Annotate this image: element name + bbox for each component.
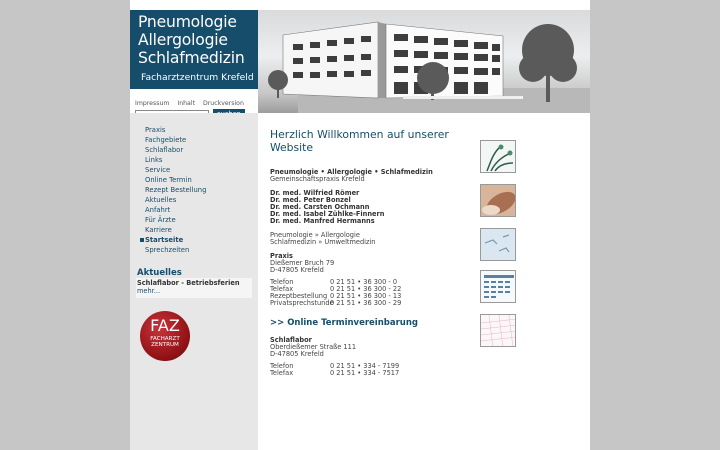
menu-item-fachgebiete[interactable]: Fachgebiete	[145, 136, 187, 144]
sidebar-menu	[145, 125, 206, 255]
contact-value: 0 21 51 • 36 300 - 29	[330, 299, 402, 307]
specialties-line: Pneumologie • Allergologie • Schlafmedizin	[270, 168, 433, 176]
brand-subtitle: Facharztzentrum Krefeld	[141, 72, 254, 83]
menu-item-sprechzeiten[interactable]: Sprechzeiten	[145, 246, 190, 254]
menu-item-karriere[interactable]: Karriere	[145, 226, 172, 234]
faz-logo-line2: ZENTRUM	[151, 342, 179, 348]
thumbnail-calendar-image	[480, 270, 516, 303]
contact-value: 0 21 51 • 36 300 - 13	[330, 292, 402, 300]
news-more-link[interactable]: mehr...	[137, 287, 161, 295]
menu-item-anfahrt[interactable]: Anfahrt	[145, 206, 171, 214]
contact-label: Telefon	[270, 278, 294, 286]
praxis-city: D-47805 Krefeld	[270, 266, 324, 274]
thumbnail-chart-paper-image	[480, 314, 516, 347]
top-nav	[135, 100, 252, 107]
brand-logo[interactable]	[130, 10, 258, 89]
brand-line-schlafmedizin: Schlafmedizin	[138, 49, 245, 67]
menu-item-online-termin[interactable]: Online Termin	[145, 176, 192, 184]
menu-item-rezept-bestellung[interactable]: Rezept Bestellung	[145, 186, 207, 194]
news-box	[136, 278, 252, 298]
contact-label: Privatsprechstunde	[270, 299, 334, 307]
menu-item-schlaflabor[interactable]: Schlaflabor	[145, 146, 184, 154]
menu-item-praxis[interactable]: Praxis	[145, 126, 166, 134]
doctor-name: Dr. med. Carsten Ochmann	[270, 203, 370, 211]
contact-label: Rezeptbestellung	[270, 292, 328, 300]
contact-value: 0 21 51 • 334 - 7517	[330, 369, 400, 377]
impressum-link[interactable]: Impressum	[135, 100, 170, 107]
schlaflabor-city: D-47805 Krefeld	[270, 350, 324, 358]
faz-logo[interactable]	[140, 311, 190, 361]
page	[130, 0, 590, 450]
menu-item-aktuelles[interactable]: Aktuelles	[145, 196, 177, 204]
news-title: Schlaflabor - Betriebsferien	[137, 279, 240, 287]
inhalt-link[interactable]: Inhalt	[177, 100, 195, 107]
contact-value: 0 21 51 • 334 - 7199	[330, 362, 400, 370]
practice-type: Gemeinschaftspraxis Krefeld	[270, 175, 365, 183]
praxis-street: Dießemer Bruch 79	[270, 259, 335, 267]
building-illustration	[258, 10, 590, 113]
contact-row	[270, 369, 400, 377]
page-title: Herzlich Willkommen auf unserer Website	[270, 128, 449, 154]
thumbnail-sky-image	[480, 228, 516, 261]
menu-item-startseite[interactable]: Startseite	[145, 235, 206, 245]
sidebar	[130, 113, 258, 450]
schlaflabor-street: Oberdießemer Straße 111	[270, 343, 357, 351]
areas-line-1: Pneumologie » Allergologie	[270, 231, 360, 239]
schlaflabor-heading: Schlaflabor	[270, 336, 312, 344]
brand-line-allergologie: Allergologie	[138, 31, 228, 49]
thumbnail-grass-image	[480, 140, 516, 173]
faz-logo-line1: FACHARZT	[150, 336, 180, 342]
menu-item-fuer-aerzte[interactable]: Für Ärzte	[145, 216, 176, 224]
online-appointment-link[interactable]: >> Online Terminvereinbarung	[270, 318, 418, 328]
contact-label: Telefax	[270, 285, 294, 293]
faz-logo-text: FAZ	[150, 316, 180, 335]
menu-item-links[interactable]: Links	[145, 156, 163, 164]
doctor-name: Dr. med. Peter Bonzel	[270, 196, 351, 204]
header	[130, 10, 590, 113]
doctor-name: Dr. med. Manfred Hermanns	[270, 217, 375, 225]
thumbnail-hand-image	[480, 184, 516, 217]
contact-label: Telefon	[270, 362, 294, 370]
areas-line-2: Schlafmedizin » Umweltmedizin	[270, 238, 376, 246]
contact-value: 0 21 51 • 36 300 - 0	[330, 278, 398, 286]
header-building-photo	[258, 10, 590, 113]
praxis-heading: Praxis	[270, 252, 293, 260]
brand-line-pneumologie: Pneumologie	[138, 13, 237, 31]
doctor-name: Dr. med. Isabel Zühlke-Finnern	[270, 210, 385, 218]
menu-item-service[interactable]: Service	[145, 166, 171, 174]
druckversion-link[interactable]: Druckversion	[203, 100, 244, 107]
contact-value: 0 21 51 • 36 300 - 22	[330, 285, 402, 293]
doctor-name: Dr. med. Wilfried Römer	[270, 189, 360, 197]
news-heading: Aktuelles	[137, 268, 182, 278]
contact-row	[270, 299, 402, 307]
contact-label: Telefax	[270, 369, 294, 377]
